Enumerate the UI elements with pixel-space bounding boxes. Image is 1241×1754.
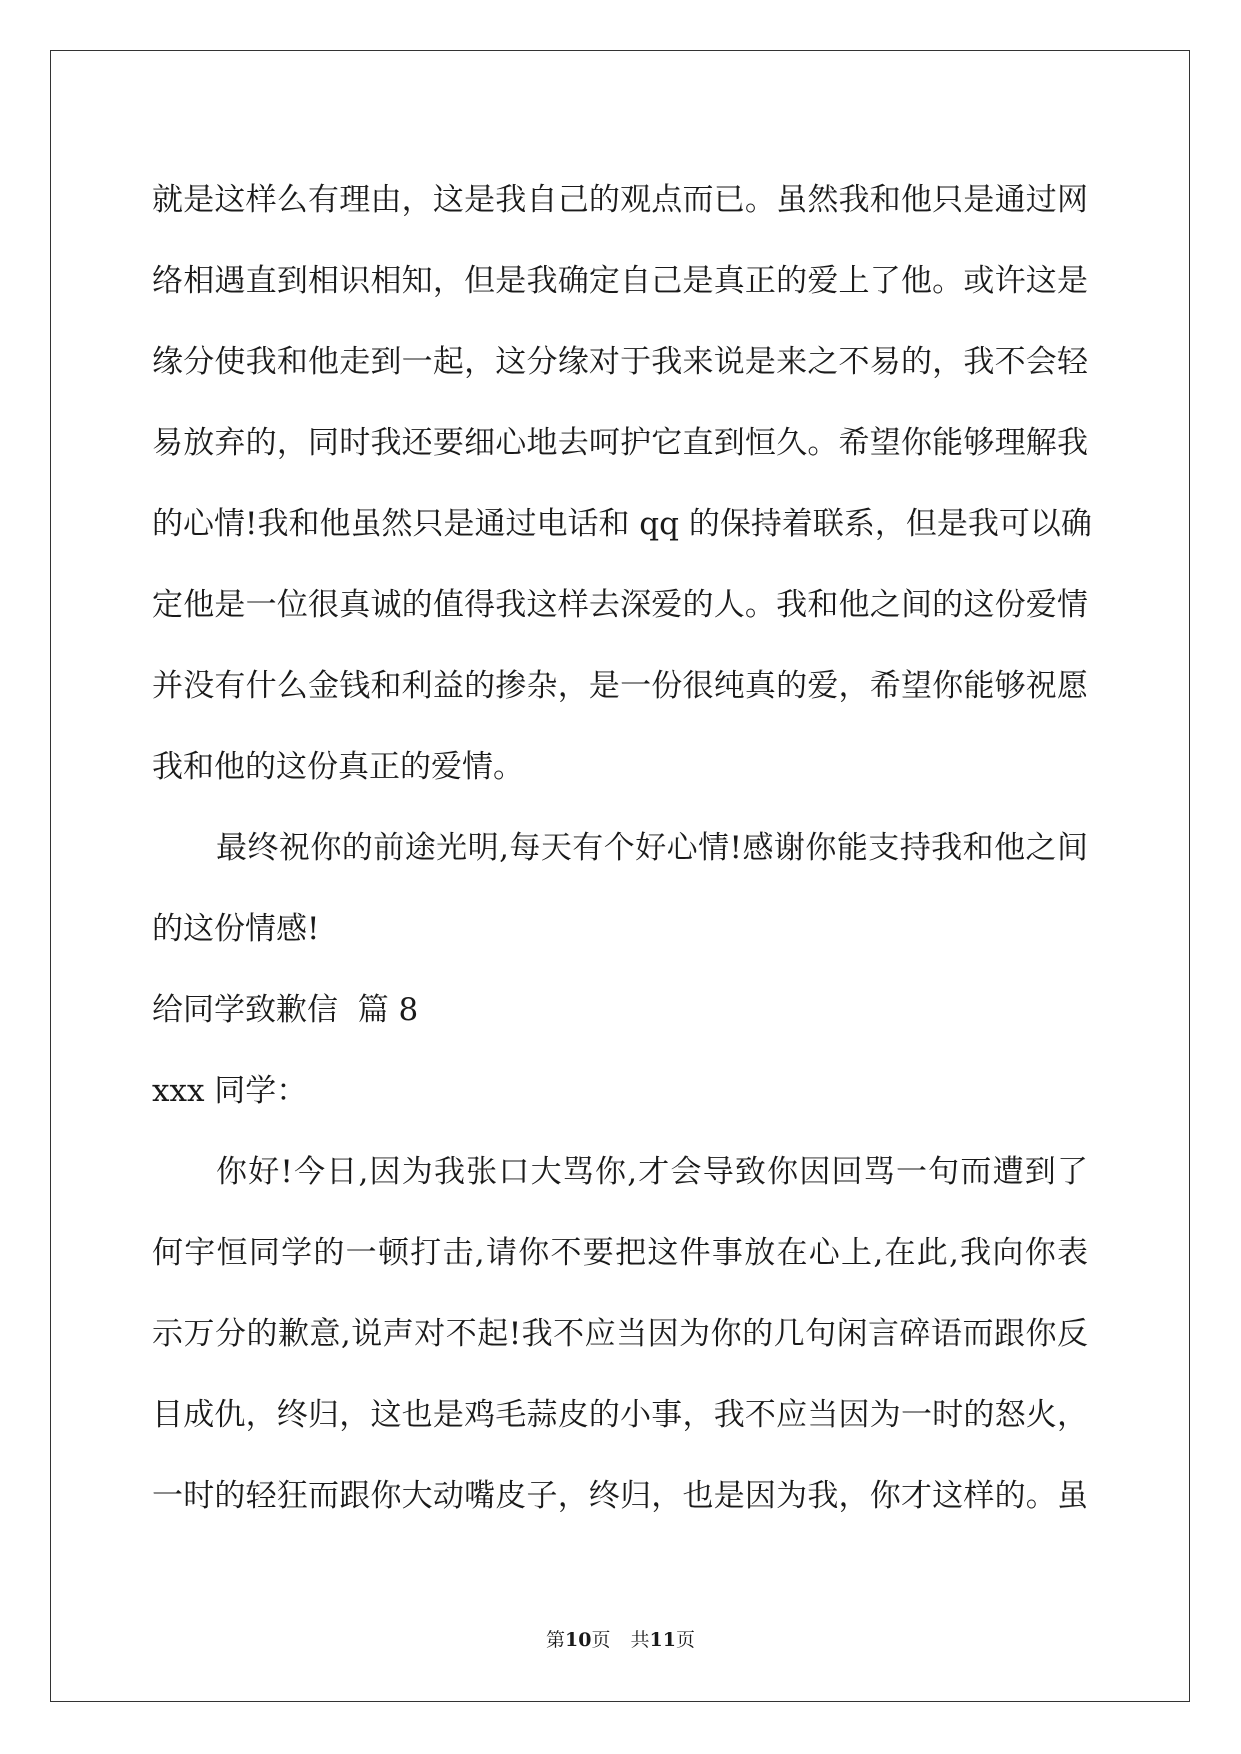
footer-total-prefix: 共: [630, 1629, 650, 1651]
footer-page-suffix: 页: [591, 1629, 611, 1651]
text-line: 何宇恒同学的一顿打击,请你不要把这件事放在心上,在此,我向你表: [152, 1235, 1088, 1271]
text-line: 我和他的这份真正的爱情。: [152, 749, 524, 785]
footer-prefix: 第: [546, 1629, 566, 1651]
text-line: 示万分的歉意,说声对不起!我不应当因为你的几句闲言碎语而跟你反: [152, 1316, 1088, 1352]
footer-total-suffix: 页: [675, 1629, 695, 1651]
total-pages-number: 11: [649, 1629, 676, 1651]
text-line: 缘分使我和他走到一起，这分缘对于我来说是来之不易的，我不会轻: [152, 344, 1088, 380]
text-line: 的心情!我和他虽然只是通过电话和 qq 的保持着联系，但是我可以确: [152, 506, 1092, 542]
paragraph-3: [152, 1132, 1088, 1537]
text-line: 最终祝你的前途光明,每天有个好心情!感谢你能支持我和他之间: [216, 830, 1088, 866]
text-line: 一时的轻狂而跟你大动嘴皮子，终归，也是因为我，你才这样的。虽: [152, 1478, 1088, 1514]
text-line: 定他是一位很真诚的值得我这样去深爱的人。我和他之间的这份爱情: [152, 587, 1088, 623]
document-body: [152, 160, 1092, 1537]
text-line: 并没有什么金钱和利益的掺杂，是一份很纯真的爱，希望你能够祝愿: [152, 668, 1088, 704]
text-line: 目成仇，终归，这也是鸡毛蒜皮的小事，我不应当因为一时的怒火，: [152, 1397, 1088, 1433]
current-page-number: 10: [565, 1629, 592, 1651]
text-line: 络相遇直到相识相知，但是我确定自己是真正的爱上了他。或许这是: [152, 263, 1088, 299]
text-line: 就是这样么有理由，这是我自己的观点而已。虽然我和他只是通过网: [152, 182, 1088, 218]
page-footer: [0, 1628, 1241, 1652]
paragraph-1: [152, 160, 1092, 808]
letter-salutation: xxx 同学：: [152, 1073, 308, 1109]
section-heading: 给同学致歉信 篇 8: [152, 992, 419, 1028]
text-line: 易放弃的，同时我还要细心地去呵护它直到恒久。希望你能够理解我: [152, 425, 1088, 461]
text-line: 你好!今日,因为我张口大骂你,才会导致你因回骂一句而遭到了: [216, 1154, 1088, 1190]
text-line: 的这份情感!: [152, 911, 320, 947]
paragraph-2: [152, 808, 1088, 970]
